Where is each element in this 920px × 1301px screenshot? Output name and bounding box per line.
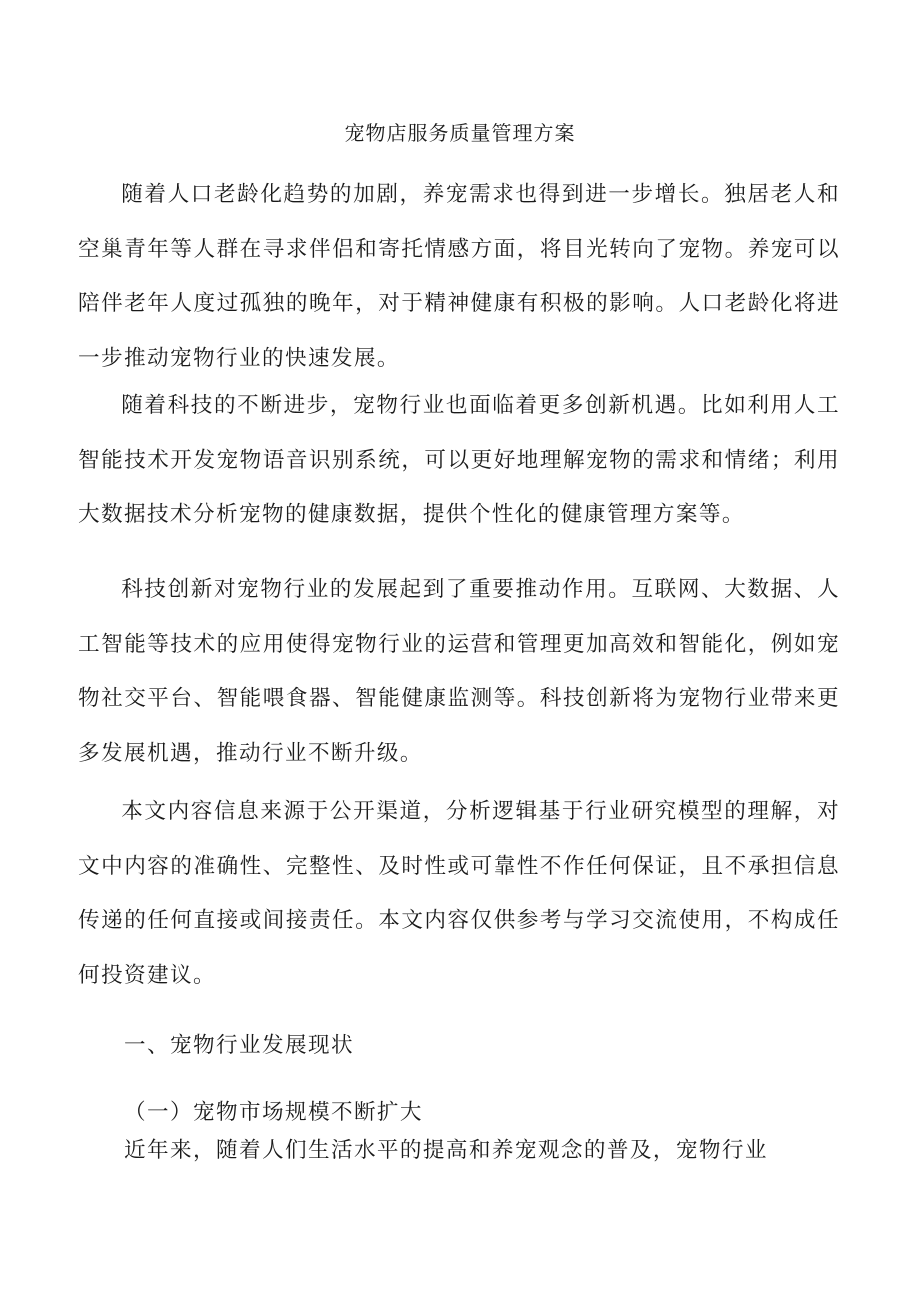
paragraph-market-size: 近年来，随着人们生活水平的提高和养宠观念的普及，宠物行业 xyxy=(124,1138,768,1163)
paragraph-disclaimer: 本文内容信息来源于公开渠道，分析逻辑基于行业研究模型的理解，对文中内容的准确性、完整性、及时性或可靠性不作任何保证，且不承担信息传递的任何直接或间接责任。本文内容仅供参考与学习交流使用，不构成任何投资建议。 xyxy=(78,799,840,988)
subsection-heading: （一）宠物市场规模不断扩大 xyxy=(124,1100,423,1125)
paragraph-tech-innovation: 科技创新对宠物行业的发展起到了重要推动作用。互联网、大数据、人工智能等技术的应用使得宠物行业的运营和管理更加高效和智能化，例如宠物社交平台、智能喂食器、智能健康监测等。科技创新将为宠物行业带来更多发展机遇，推动行业不断升级。 xyxy=(78,577,840,766)
paragraph-aging-demand: 随着人口老龄化趋势的加剧，养宠需求也得到进一步增长。独居老人和空巢青年等人群在寻求伴侣和寄托情感方面，将目光转向了宠物。养宠可以陪伴老年人度过孤独的晚年，对于精神健康有积极的影响。人口老龄化将进一步推动宠物行业的快速发展。 xyxy=(78,182,840,371)
paragraph-tech-opportunities: 随着科技的不断进步，宠物行业也面临着更多创新机遇。比如利用人工智能技术开发宠物语音识别系统，可以更好地理解宠物的需求和情绪；利用大数据技术分析宠物的健康数据，提供个性化的健康管理方案等。 xyxy=(78,393,840,527)
section-heading: 一、宠物行业发展现状 xyxy=(124,1033,354,1058)
document-title: 宠物店服务质量管理方案 xyxy=(344,121,576,145)
